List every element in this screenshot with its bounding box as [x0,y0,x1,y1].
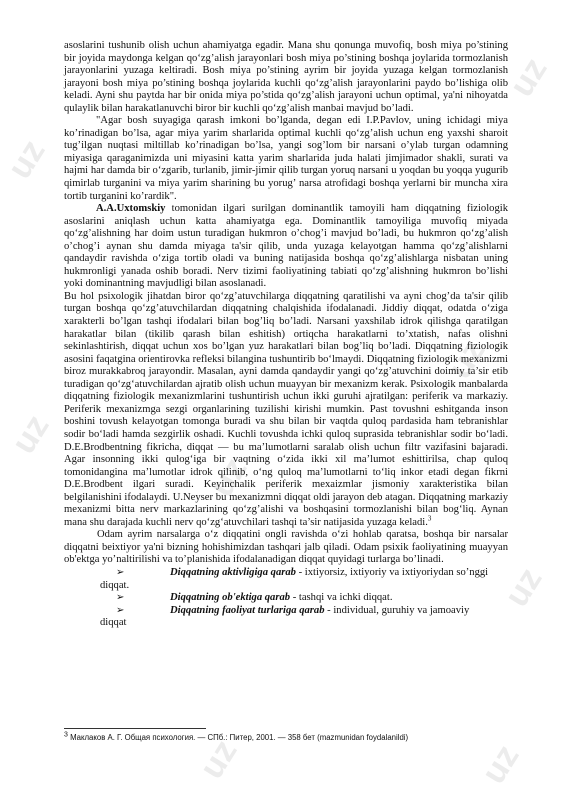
list-item-text: - tashqi va ichki diqqat. [290,592,393,604]
footnote-divider [64,728,206,729]
watermark: uz [202,451,255,504]
list-item [64,592,508,605]
arrow-bullet-icon: ➢ [116,566,125,578]
paragraph-pavlov-quote: "Agar bosh suyagiga qarash imkoni bo’lganda, degan edi I.P.Pavlov, uning ichidagi miya ko’rinadigan bo’lsa, agar miya yarim sharlarida optimal kuchli qo‘zg’alish uchun eng yaxshi sharoit tug’ilgan nuqtasi miltillab ko’rinadigan bo’lsa, yangi sog’lom bir narsani o’ylab turgan odamning miyasiga qaraganimizda uni miyasini katta yarim sharlarida juda halati jimjimador shakli, surati va hajmi har damda bir o‘zgarib, turlanib, jimir-jimir qilib turgan yoruq narsani u yoqdan bu yoqqa yugurib qimirlab turganini va miya yarim sharining bu yorug’ narsa atrofidagi boshqa yerlarni bir muncha xira tortib turganini ko’rardik". [64,115,508,202]
list-item-heading: Diqqatning ob'ektiga qarab [170,592,291,604]
mechanisms-text: Bu hol psixologik jihatdan biror qo‘zg’atuvchilarga diqqatning qaratilishi va ayni chog’da ta'sir qilib turgan boshqa qo‘zg’atuvchilardan diqqatning chalqishida ifodalanadi. Jiddiy diqqat, odatda o‘ziga xarakterli bo’lgan tashqi ifodalari bilan bog’liq bo’ladi. Narsani yaxshilab idrok qilishga qaratilgan harakatlar bilan (tikilib qarash bilan eshitish) ortiqcha harakatlarni to’xtatish, nafas olishni sekinlashtirish, diqqat uchun xos bo’lgan yuz harakatlari bilan bog’liq bo’ladi. Diqqatning fiziologik asosini faqatgina orientirovka refleksi bilangina tushuntirib bo‘lmaydi. Diqqatning fiziologik mexanizmi biroz murakkabroq jarayondir. Masalan, ayni damda qandaydir yangi qo‘zg’atuvchini doimiy ta’sir etib turadigan qo‘zg‘atuvchilardan ajratib olish uchun muayyan bir mexanizm kerak. Psixologik manbalarda diqqatning fiziologik mexanizmlarini tushuntirish uchun ikki guruhi ajratilgan: periferik va markaziy. Periferik mexanizmga sezgi organlarining tuzilishi kirishi mumkin. Past tovushni eshitganda inson boshini tovush kelayotgan tomonga buradi va shu bilan bir vaqtda quloq pardasida ham tebranishlar sodir bo‘ladi hamda sezgirlik oshadi. Kuchli tovushda ichki quloq suprasida tebranishlar sodir bo‘ladi. D.E.Brodbentning fikricha, diqqat — bu ma’lumotlarni saralab olish uchun filtr vazifasini bajaradi. Agar insonning ikki qulog‘iga bir vaqtning o‘zida ikki xil ma’lumot eshittirilsa, chap quloq tomonidangina ma’lumotlar idrok qilinib, o‘ng quloq ma’lumotlarni to‘liq inkor etadi degan fikrni D.E.Brodbent ilgari suradi. Keyinchalik periferik mexaizmlar jismoniy xarakteristika bilan belgilanishini ifodalaydi. U.Neyser bu mexanizmni diqqat oldi jarayon deb atagan. Diqqatning markaziy mexanizmi bitta nerv markazlarining qo‘zg’alishi va boshqasini tormozlanishi bilan bog‘liq. Aynan mana shu darajada kuchli nerv qo‘zg‘atuvchilari tashqi ta’sir natijasida yuzaga keladi. [64,290,508,528]
list-item-continuation: diqqat [100,617,127,629]
paragraph-intro: asoslarini tushunib olish uchun ahamiyatga egadir. Mana shu qonunga muvofiq, bosh miya po’stining bir joyida maydonga kelgan qo‘zg’alish jarayonlari bosh miya po’stining boshqa joylarida tormozlanish jarayonlarini yuzaga keltiradi. Bosh miya po’stining ayrim bir joyida yuzaga kelgan tormozlanish jarayoni bosh miya po’stining boshqa joylarida kuchli qo‘zg’alish jarayonlarini paydo bo’lishiga olib keladi. Ayni shu paytda har bir onida miya po’stida qo‘zg’alish jarayoni uchun optimal, ya'ni nihoyatda qulaylik bilan harakatlanuvchi biror bir kuchli qo‘zg’alish manbai mavjud bo’ladi. [64,40,508,114]
watermark: uz [440,333,493,386]
list-item [64,605,508,630]
author-name: A.A.Uxtomskiy [96,203,166,215]
watermark: uz [497,561,550,614]
list-item [64,567,508,592]
paragraph-mechanisms [64,291,508,529]
watermark: uz [192,733,245,786]
paragraph-attention-types: Odam ayrim narsalarga o‘z diqqatini ongli ravishda o‘zi hohlab qaratsa, boshqa bir narsalar diqqatni beixtiyor ya'ni bizning hohishimizdan tashqari jalb qiladi. Odam psixik faoliyatining muayyan ob'ektga yo’naltirilishi va to’planishida ifodalanadigan diqqat quyidagi turlarga bo’linadi. [64,529,508,566]
watermark: uz [4,408,57,461]
footnote-text: Маклаков А. Г. Общая психология. — СПб.: Питер, 2001. — 358 бет (mazmunidan foydalanildi) [67,733,409,742]
arrow-bullet-icon: ➢ [116,592,125,604]
footnote-number: 3 [64,731,68,739]
footnote-reference: 3 [427,514,432,523]
list-item-heading: Diqqatning faoliyat turlariga qarab [170,604,325,616]
list-item-continuation: diqqat. [100,579,130,591]
list-item-text: - ixtiyorsiz, ixtiyoriy va ixtiyoriydan so’nggi [295,566,489,578]
document-page [64,40,508,630]
watermark: uz [502,51,555,104]
watermark: uz [0,133,53,186]
paragraph-uxtomsky [64,203,508,291]
list-item-heading: Diqqatning aktivligiga qarab [170,566,296,578]
watermark: uz [474,738,527,791]
footnote [64,733,508,742]
arrow-bullet-icon: ➢ [116,604,125,616]
uxtomsky-text: tomonidan ilgari surilgan dominantlik tamoyili ham diqqatning fiziologik asoslarini aniqlash uchun katta ahamiyatga ega. Dominantlik tamoyiliga muvofiq miyada qo‘zg’alishning har doim ustun turadigan hukmron o’chog’i mavjud bo’ladi, bu hukmron qo‘zg’alish o’chog’i aynan shu damda miyaga ta'sir qilib, unda yuzaga kelayotgan hamma qo‘zg’alishlarni qandaydir ravishda o‘ziga tortib oladi va buning natijasida boshqa qo‘zg’alishlarga nisbatan uning hukmronligi yanada oshib boradi. Nerv tizimi faoliyatining tabiati qo‘zg’alishning hukmron bo’lishi yoki dominantning mavjudligi bilan asoslanadi. [64,203,508,290]
list-item-text: - individual, guruhiy va jamoaviy [324,604,470,616]
